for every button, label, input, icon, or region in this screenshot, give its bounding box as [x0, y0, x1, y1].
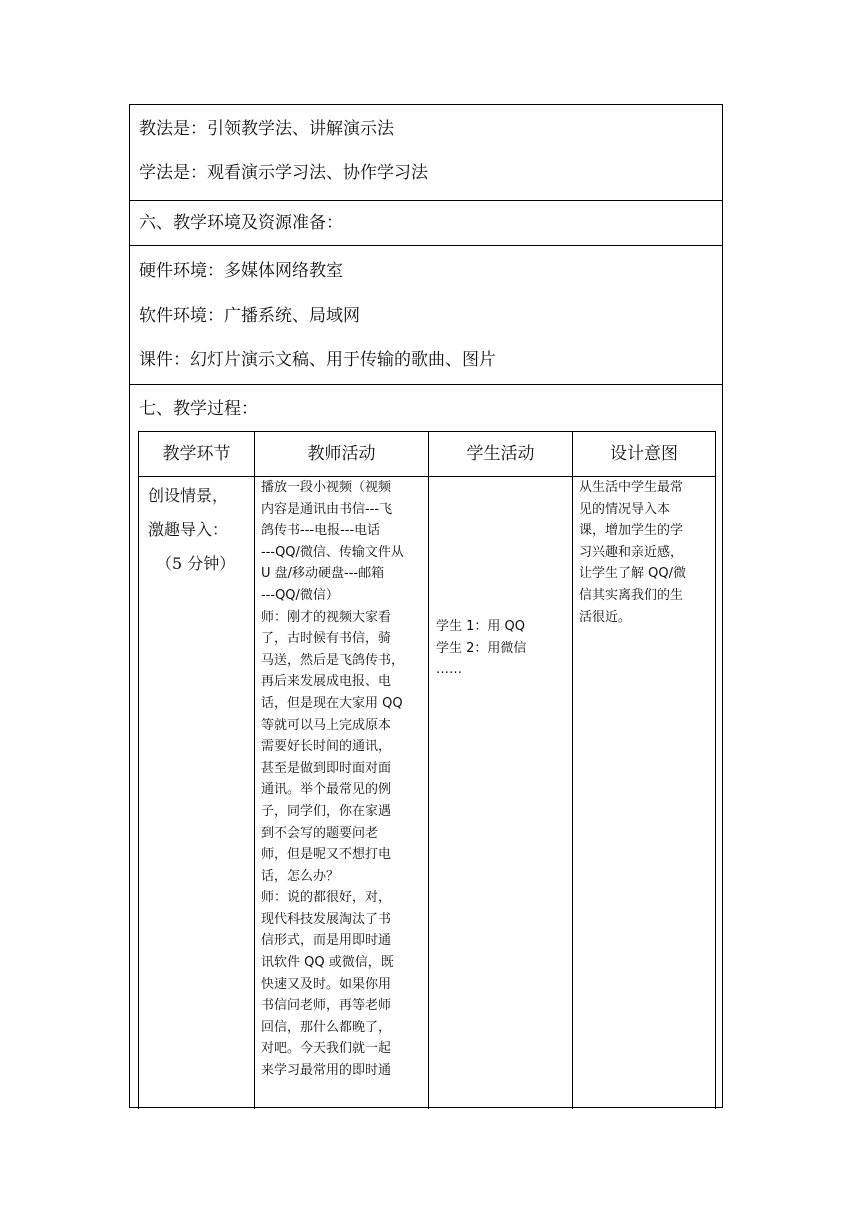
lesson-plan-table — [129, 104, 723, 1108]
stage-line: 创设情景， — [148, 486, 229, 505]
environment-heading-row — [130, 201, 722, 246]
stage-line: 激趣导入： — [148, 520, 229, 539]
teacher-activity-text: 播放一段小视频（视频 内容是通讯由书信---飞 鸽传书---电报---电话 ---QQ/微信、传输文件从 U 盘/移动硬盘---邮箱 ---QQ/微信） 师：刚才的视频大家看 了，古时候有书信，骑 马送，然后是飞鸽传书， 再后来发展成电报、电 话，但是现在大家用 QQ 等就可以马上完成原本 需要好长时间的通讯， 甚至是做到即时面对面 通讯。举个最常见的例 子，同学们，你在家遇 到不会写的题要问老 师，但是呢又不想打电 话，怎么办？ 师：说的都很好，对， 现代科技发展淘汰了书 信形式，而是用即时通 讯软件 QQ 或微信，既 快速又及时。如果你用 书信问老师，再等老师 回信，那什么都晚了， 对吧。今天我们就一起 来学习最常用的即时通 — [261, 480, 405, 1079]
learning-method-text: 学法是：观看演示学习法、协作学习法 — [139, 163, 428, 183]
courseware-text: 课件：幻灯片演示文稿、用于传输的歌曲、图片 — [139, 350, 496, 370]
environment-section — [130, 246, 722, 385]
stage-cell — [148, 484, 254, 586]
process-table — [138, 431, 716, 1109]
student-activity-text: 学生 1：用 QQ 学生 2：用微信 …… — [436, 619, 527, 678]
design-intent-text: 从生活中学生最常 见的情况导入本 课，增加学生的学 习兴趣和亲近感， 让学生了解 QQ/微 信其实离我们的生 活很近。 — [579, 480, 686, 625]
methods-section — [130, 105, 722, 201]
process-heading: 七、教学过程： — [139, 399, 258, 419]
teaching-method-text: 教法是：引领教学法、讲解演示法 — [139, 119, 394, 139]
software-text: 软件环境：广播系统、局域网 — [139, 306, 360, 326]
column-header-student: 学生活动 — [466, 444, 535, 464]
column-header-teacher: 教师活动 — [307, 444, 376, 464]
environment-heading: 六、教学环境及资源准备： — [139, 213, 343, 233]
stage-line: （5 分钟） — [156, 554, 236, 573]
hardware-text: 硬件环境：多媒体网络教室 — [139, 261, 343, 281]
column-header-stage: 教学环节 — [162, 444, 231, 464]
column-header-intent: 设计意图 — [610, 444, 678, 464]
